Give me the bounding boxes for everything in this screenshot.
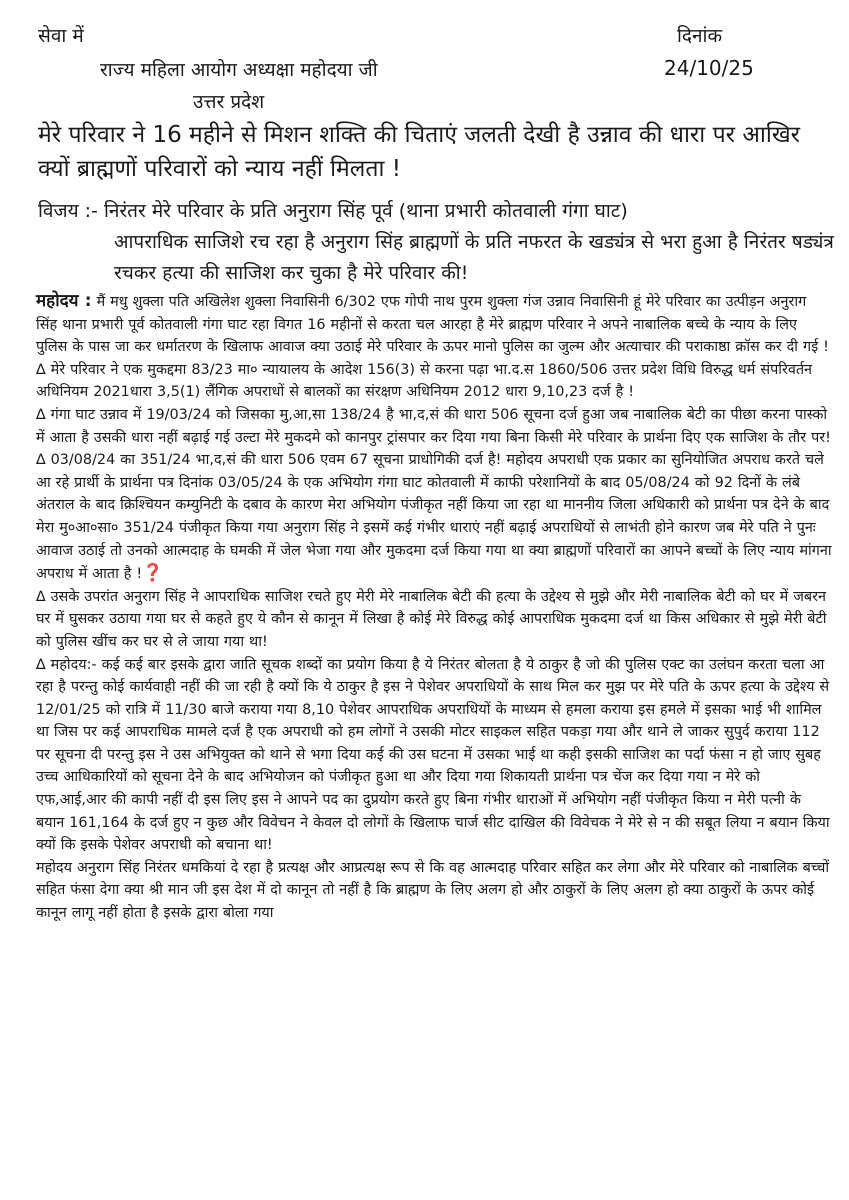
date-value: 24/10/25: [664, 56, 754, 80]
date-label: दिनांक: [677, 25, 723, 47]
question-mark-icon: ❓: [142, 563, 164, 584]
salutation: महोदय :: [36, 291, 92, 311]
recipient-state: उत्तर प्रदेश: [193, 91, 265, 113]
paragraph-text: मैं मधु शुक्ला पति अखिलेश शुक्ला निवासिनी 6/302 एफ गोपी नाथ पुरम शुक्ला गंज उन्नाव निवासिनी हूं मेरे परिवार का उत्पीड़न अनुराग सिंह थाना प्रभारी पूर्व कोतवाली गंगा घाट रहा विगत 16 महीनों से करता चल आरहा है मेरे ब्राह्मण परिवार ने अपने नाबालिक बच्चे के न्याय के लिए पुलिस के पास जा कर धर्मातरण के खिलाफ आवाज क्या उठाई मेरे परिवार के ऊपर मानो पुलिस का जुल्म और अत्याचार की पराकाष्ठा क्रॉस कर दी गई !: [36, 294, 829, 356]
body-paragraph-3: ∆ गंगा घाट उन्नाव में 19/03/24 को जिसका मु,आ,सा 138/24 है भा,द,सं की धारा 506 सूचना दर्ज हुआ जब नाबालिक बेटी का पीछा करना पास्को में आता है उसकी धारा नहीं बढ़ाई गई उल्टा मेरे मुकदमे को कानपुर ट्रांसपार कर दिया गया बिना किसी मेरे परिवार के प्रार्थना दिए एक साजिश के तौर पर!: [36, 406, 831, 446]
body-paragraph-1: [36, 290, 832, 359]
body-paragraph-2: ∆ मेरे परिवार ने एक मुकद्दमा 83/23 मा० न्यायालय के आदेश 156(3) से करना पढ़ा भा.द.स 1860/506 उत्तर प्रदेश विधि विरुद्ध धर्म संपरिवर्तन अधिनियम 2021धारा 3,5(1) लैंगिक अपराधों से बालकों का संरक्षण अधिनियम 2012 धारा 9,10,23 दर्ज है !: [36, 361, 813, 401]
subject-line-2: आपराधिक साजिशे रच रहा है अनुराग सिंह ब्राह्मणों के प्रति नफरत के खड्यंत्र से भरा हुआ है निरंतर षड्यंत्र रचकर हत्या की साजिश कर चुका है मेरे परिवार की!: [114, 231, 834, 284]
letter-headline: मेरे परिवार ने 16 महीने से मिशन शक्ति की चिताएं जलती देखी है उन्नाव की धारा पर आखिर क्यों ब्राह्मणों परिवारों को न्याय नहीं मिलता !: [38, 122, 801, 182]
body-paragraph-6: ∆ महोदय:- कई कई बार इसके द्वारा जाति सूचक शब्दों का प्रयोग किया है ये निरंतर बोलता है ये ठाकुर है जो की पुलिस एक्ट का उलंघन करता चला आ रहा है परन्तु कोई कार्यवाही नहीं की जा रही है क्यों कि ये ठाकुर है इस ने पेशेवर अपराधियों के साथ मिल कर मुझ पर मेरे पति के ऊपर हत्या के उद्देश्य से 12/01/25 को रात्रि में 11/30 बाजे कराया गया 8,10 पेशेवर आपराधिक अपराधियों के माध्यम से हमला कराया इस हमले में इसका भाई भी शामिल था जिस पर कई आपराधिक मामले दर्ज है एक अपराधी को हम लोगों ने उसकी मोटर साइकल सहित पकड़ा गया और थाने ले जाकर सुपुर्द कराया 112 पर सूचना दी परन्तु इस ने उस अभियुक्त को थाने से भगा दिया कई की उस घटना में उसका भाई था कही इसकी साजिश का पर्दा फंसा न हो जाए सुबह उच्च आधिकारियों को सूचना देने के बाद अभियोजन को पंजीकृत हुआ था और दिया गया शिकायती प्रार्थना पत्र चेंज कर दिया गया न मेरे को एफ,आई,आर की कापी नहीं दी इस लिए इस ने आपने पद का दुप्रयोग करते हुए बिना गंभीर धाराओं में अभियोग नहीं पंजीकृत किया न मेरी पत्नी के बयान 161,164 के दर्ज हुए न कुछ और विवेचन ने केवल दो लोगों के खिलाफ चार्ज सीट दाखिल की विवेचक ने मेरे से न की सबूत लिया न बयान किया क्यों कि इसके पेशेवर अपराधी को बचाना था!: [36, 656, 830, 854]
body-paragraph-5: ∆ उसके उपरांत अनुराग सिंह ने आपराधिक साजिश रचते हुए मेरी मेरे नाबालिक बेटी की हत्या के उद्देश्य से मुझे और मेरी नाबालिक बेटी को घर में जबरन घर में घुसकर उठाया गया घर से कहते हुए ये कौन से कानून में लिखा है कोई मेरे विरुद्ध कोई आपराधिक मुकदमा दर्ज था किस अधिकार से मुझे मेरी बेटी को पुलिस खींच कर घर से ले जाया गया था!: [36, 588, 827, 650]
body-paragraph-7: महोदय अनुराग सिंह निरंतर धमकियां दे रहा है प्रत्यक्ष और आप्रत्यक्ष रूप से कि वह आत्मदाह परिवार सहित कर लेगा और मेरे परिवार को नाबालिक बच्चों सहित फंसा देगा क्या श्री मान जी इस देश में दो कानून तो नहीं है कि ब्राह्मण के लिए अलग हो और ठाकुरों के लिए अलग हो क्या ठाकुरों के ऊपर कोई कानून लागू नहीं होता है इसके द्वारा बोला गया: [36, 859, 830, 922]
addressee-label: सेवा में: [38, 25, 84, 47]
paragraph-text: ∆ 03/08/24 का 351/24 भा,द,सं की धारा 506 एवम 67 सूचना प्राधोगिकी दर्ज है! महोदय अपराधी एक प्रकार का सुनियोजित अपराध करते चले आ रहे प्रार्थी के प्रार्थना पत्र दिनांक 03/05/24 के एक अभियोग गंगा घाट कोतवाली में काफी परेशानियों के बाद 05/08/24 को 92 दिनों के लंबे अंतराल के बाद क्रिश्चियन कम्युनिटी के दबाव के कारण मेरा अभियोग पंजीकृत नहीं किया जा रहा था माननीय जिला अधिकारी को प्रार्थना पत्र देने के बाद मेरा मु०आ०सा० 351/24 पंजीकृत किया गया अनुराग सिंह ने इसमें कई गंभीर धाराएं नहीं बढ़ाई अपराधियों से लाभंती होने कारण जब मेरे पति ने पुनः आवाज उठाई तो उनको आत्मदाह के घमकी में जेल भेजा गया और मुकदमा दर्ज किया गया था क्या ब्राह्मणों परिवारों का आपने बच्चों के लिए न्याय मांगना अपराध में आता है !: [36, 452, 832, 583]
body-paragraph-4: [36, 449, 832, 586]
letter-body: [36, 290, 832, 925]
recipient-name: राज्य महिला आयोग अध्यक्षा महोदया जी: [100, 59, 378, 81]
subject-block: [38, 196, 838, 289]
subject-line-1: विजय :- निरंतर मेरे परिवार के प्रति अनुराग सिंह पूर्व (थाना प्रभारी कोतवाली गंगा घाट): [38, 200, 628, 222]
